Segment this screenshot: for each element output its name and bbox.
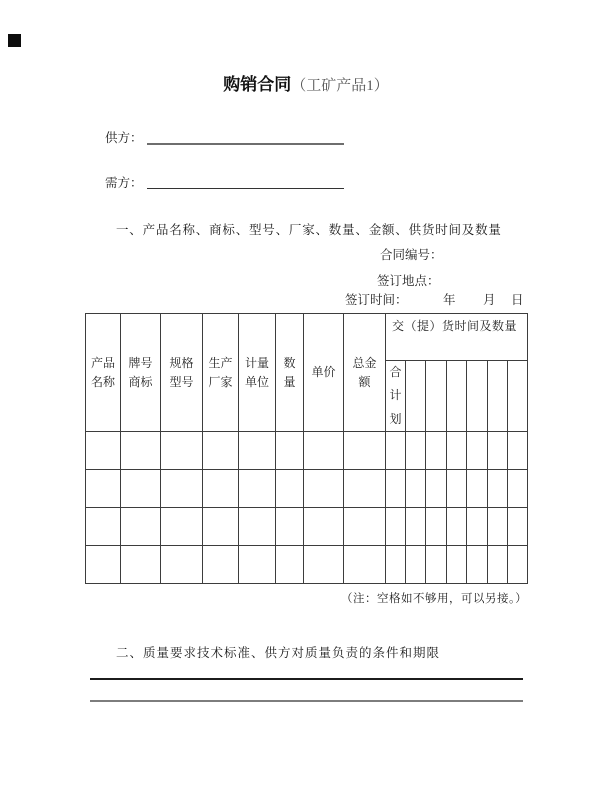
table-cell[interactable] (426, 546, 447, 584)
table-cell[interactable] (488, 470, 508, 508)
delivery-sub-cell[interactable] (406, 361, 426, 432)
table-cell[interactable] (276, 546, 304, 584)
table-cell[interactable] (304, 546, 344, 584)
table-cell[interactable] (239, 470, 276, 508)
table-cell[interactable] (121, 470, 161, 508)
delivery-sub-cell[interactable] (508, 361, 528, 432)
table-cell[interactable] (161, 470, 203, 508)
supplier-fill-line[interactable] (147, 143, 344, 145)
table-cell[interactable] (386, 470, 406, 508)
table-cell[interactable] (161, 546, 203, 584)
table-cell[interactable] (304, 508, 344, 546)
month-label: 月 (483, 293, 496, 307)
section2-fill-line-1[interactable] (90, 678, 523, 680)
day-label: 日 (511, 293, 524, 307)
table-cell[interactable] (121, 546, 161, 584)
table-cell[interactable] (488, 546, 508, 584)
supplier-label: 供方： (105, 131, 143, 145)
table-cell[interactable] (344, 470, 386, 508)
table-cell[interactable] (508, 470, 528, 508)
table-cell[interactable] (386, 432, 406, 470)
header-unit-price: 单价 (304, 314, 344, 432)
table-cell[interactable] (447, 470, 467, 508)
corner-mark (8, 34, 21, 47)
section2-heading: 二、质量要求技术标准、供方对质量负责的条件和期限 (116, 646, 441, 660)
table-cell[interactable] (447, 508, 467, 546)
table-cell[interactable] (467, 432, 488, 470)
table-cell[interactable] (203, 508, 239, 546)
table-row (86, 508, 528, 546)
table-cell[interactable] (276, 470, 304, 508)
table-cell[interactable] (304, 470, 344, 508)
table-cell[interactable] (239, 508, 276, 546)
delivery-sub-cell[interactable] (467, 361, 488, 432)
table-cell[interactable] (447, 546, 467, 584)
header-spec-model: 规格型号 (161, 314, 203, 432)
table-cell[interactable] (386, 508, 406, 546)
table-cell[interactable] (86, 546, 121, 584)
delivery-sub-cell[interactable] (488, 361, 508, 432)
section2-fill-line-2[interactable] (90, 700, 523, 702)
table-header-row (86, 314, 528, 361)
product-table (85, 313, 528, 584)
table-cell[interactable] (426, 508, 447, 546)
table-cell[interactable] (488, 508, 508, 546)
header-quantity: 数量 (276, 314, 304, 432)
title-main: 购销合同 (223, 75, 292, 94)
table-row (86, 470, 528, 508)
table-cell[interactable] (344, 432, 386, 470)
table-cell[interactable] (467, 546, 488, 584)
table-cell[interactable] (406, 508, 426, 546)
table-cell[interactable] (344, 508, 386, 546)
delivery-sub-cell[interactable] (426, 361, 447, 432)
sign-place-label: 签订地点： (377, 274, 440, 288)
table-cell[interactable] (508, 432, 528, 470)
table-cell[interactable] (304, 432, 344, 470)
table-cell[interactable] (121, 508, 161, 546)
table-cell[interactable] (406, 470, 426, 508)
table-cell[interactable] (203, 546, 239, 584)
header-total-amount: 总金额 (344, 314, 386, 432)
contract-no-label: 合同编号： (380, 248, 443, 262)
header-delivery-time-quantity: 交（提）货时间及数量 (386, 314, 528, 361)
header-brand: 牌号商标 (121, 314, 161, 432)
header-unit: 计量单位 (239, 314, 276, 432)
table-cell[interactable] (447, 432, 467, 470)
table-cell[interactable] (276, 508, 304, 546)
sign-time-label: 签订时间： (345, 293, 408, 307)
title-suffix: （工矿产品1） (291, 78, 389, 94)
table-cell[interactable] (161, 508, 203, 546)
table-cell[interactable] (86, 432, 121, 470)
delivery-sub-cell[interactable] (447, 361, 467, 432)
table-cell[interactable] (86, 470, 121, 508)
header-total-plan: 合计划 (386, 361, 406, 432)
year-label: 年 (443, 293, 456, 307)
table-cell[interactable] (121, 432, 161, 470)
section1-heading: 一、产品名称、商标、型号、厂家、数量、金额、供货时间及数量 (116, 223, 502, 237)
table-cell[interactable] (508, 508, 528, 546)
page-title (0, 70, 612, 95)
header-product-name: 产品名称 (86, 314, 121, 432)
table-row (86, 546, 528, 584)
table-cell[interactable] (426, 432, 447, 470)
table-cell[interactable] (161, 432, 203, 470)
table-cell[interactable] (467, 508, 488, 546)
table-cell[interactable] (239, 546, 276, 584)
table-cell[interactable] (426, 470, 447, 508)
table-cell[interactable] (488, 432, 508, 470)
table-row (86, 432, 528, 470)
buyer-label: 需方： (105, 176, 143, 190)
table-cell[interactable] (239, 432, 276, 470)
header-manufacturer: 生产厂家 (203, 314, 239, 432)
table-cell[interactable] (203, 432, 239, 470)
table-cell[interactable] (386, 546, 406, 584)
table-cell[interactable] (86, 508, 121, 546)
table-cell[interactable] (344, 546, 386, 584)
table-cell[interactable] (467, 470, 488, 508)
table-cell[interactable] (406, 432, 426, 470)
table-cell[interactable] (203, 470, 239, 508)
table-cell[interactable] (276, 432, 304, 470)
table-note: （注：空格如不够用，可以另接。） (341, 593, 528, 605)
table-cell[interactable] (406, 546, 426, 584)
table-cell[interactable] (508, 546, 528, 584)
buyer-fill-line[interactable] (147, 188, 344, 189)
